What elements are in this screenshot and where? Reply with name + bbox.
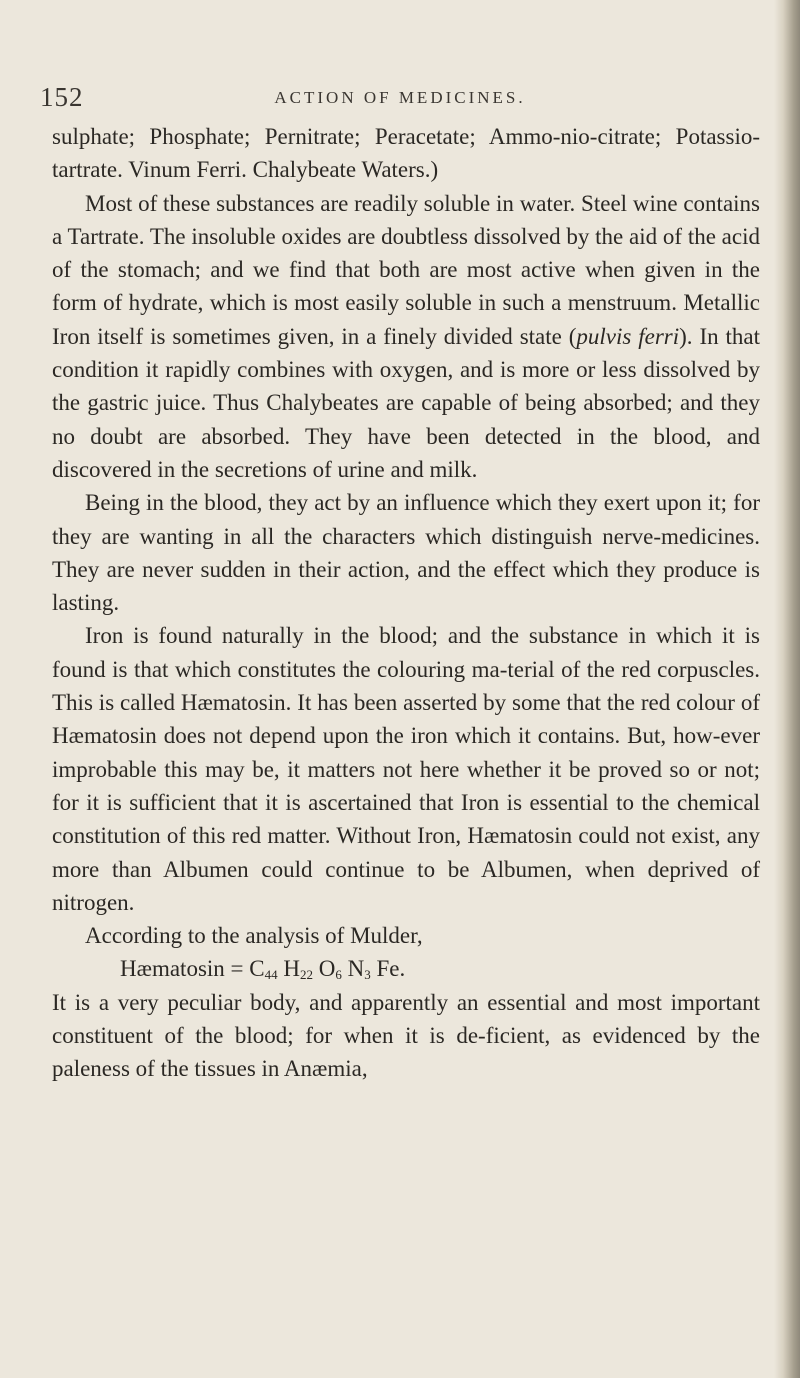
formula-oxygen: O <box>312 956 336 982</box>
formula-hydrogen-count: 22 <box>299 967 313 983</box>
formula-iron: Fe. <box>370 956 406 982</box>
page-number: 152 <box>40 82 84 112</box>
formula-carbon-count: 44 <box>264 967 278 983</box>
formula-oxygen-count: 6 <box>335 967 342 983</box>
paragraph-6: It is a very peculiar body, and apparently an essential and most important constituent of the blood; for when it is de-ficient, as evidenced by the paleness of the tissues in Anæmia, <box>52 989 760 1082</box>
paragraph-2-part-b: ). In that condition it rapidly combines with oxygen, and is more or less dissolved by the gastric juice. Thus Chalybeates are capable of being absorbed; and they no doubt are absorbed. They have been detected in the blood, and discovered in the secretions of urine and milk. <box>52 323 760 482</box>
page-header <box>0 82 800 122</box>
formula-lhs: Hæmatosin = <box>120 956 250 982</box>
formula-nitrogen: N <box>341 956 365 982</box>
formula-nitrogen-count: 3 <box>364 967 371 983</box>
body-text <box>52 120 760 1086</box>
paragraph-2 <box>52 187 760 487</box>
page-edge-shadow <box>774 0 800 1378</box>
paragraph-4: Iron is found naturally in the blood; and the substance in which it is found is that which constitutes the colouring ma-terial of the red corpuscles. This is called Hæmatosin. It has been asserted by some that the red colour of Hæmatosin does not depend upon the iron which it contains. But, how-ever improbable this may be, it matters not here whether it be proved so or not; for it is sufficient that it is ascertained that Iron is essential to the chemical constitution of this red matter. Without Iron, Hæmatosin could not exist, any more than Albumen could continue to be Albumen, when deprived of nitrogen. <box>52 623 760 915</box>
paragraph-1: sulphate; Phosphate; Pernitrate; Peracetate; Ammo-nio-citrate; Potassio-tartrate. Vinum Ferri. Chalybeate Waters.) <box>52 124 760 183</box>
chemical-formula <box>52 952 760 985</box>
formula-carbon: C <box>249 956 265 982</box>
paragraph-5: According to the analysis of Mulder, <box>85 923 423 949</box>
latin-term: pulvis ferri <box>576 323 680 349</box>
paragraph-3: Being in the blood, they act by an influence which they exert upon it; for they are wanting in all the characters which distinguish nerve-medicines. They are never sudden in their action, and the effect which they produce is lasting. <box>52 490 760 616</box>
running-head: ACTION OF MEDICINES. <box>274 88 526 107</box>
formula-hydrogen: H <box>277 956 300 982</box>
paragraph-2-part-a: Most of these substances are readily soluble in water. Steel wine contains a Tartrate. The insoluble oxides are doubtless dissolved by the aid of the acid of the stomach; and we find that both are most active when given in the form of hydrate, which is most easily soluble in such a menstruum. Metallic Iron itself is sometimes given, in a finely divided state ( <box>52 190 760 349</box>
